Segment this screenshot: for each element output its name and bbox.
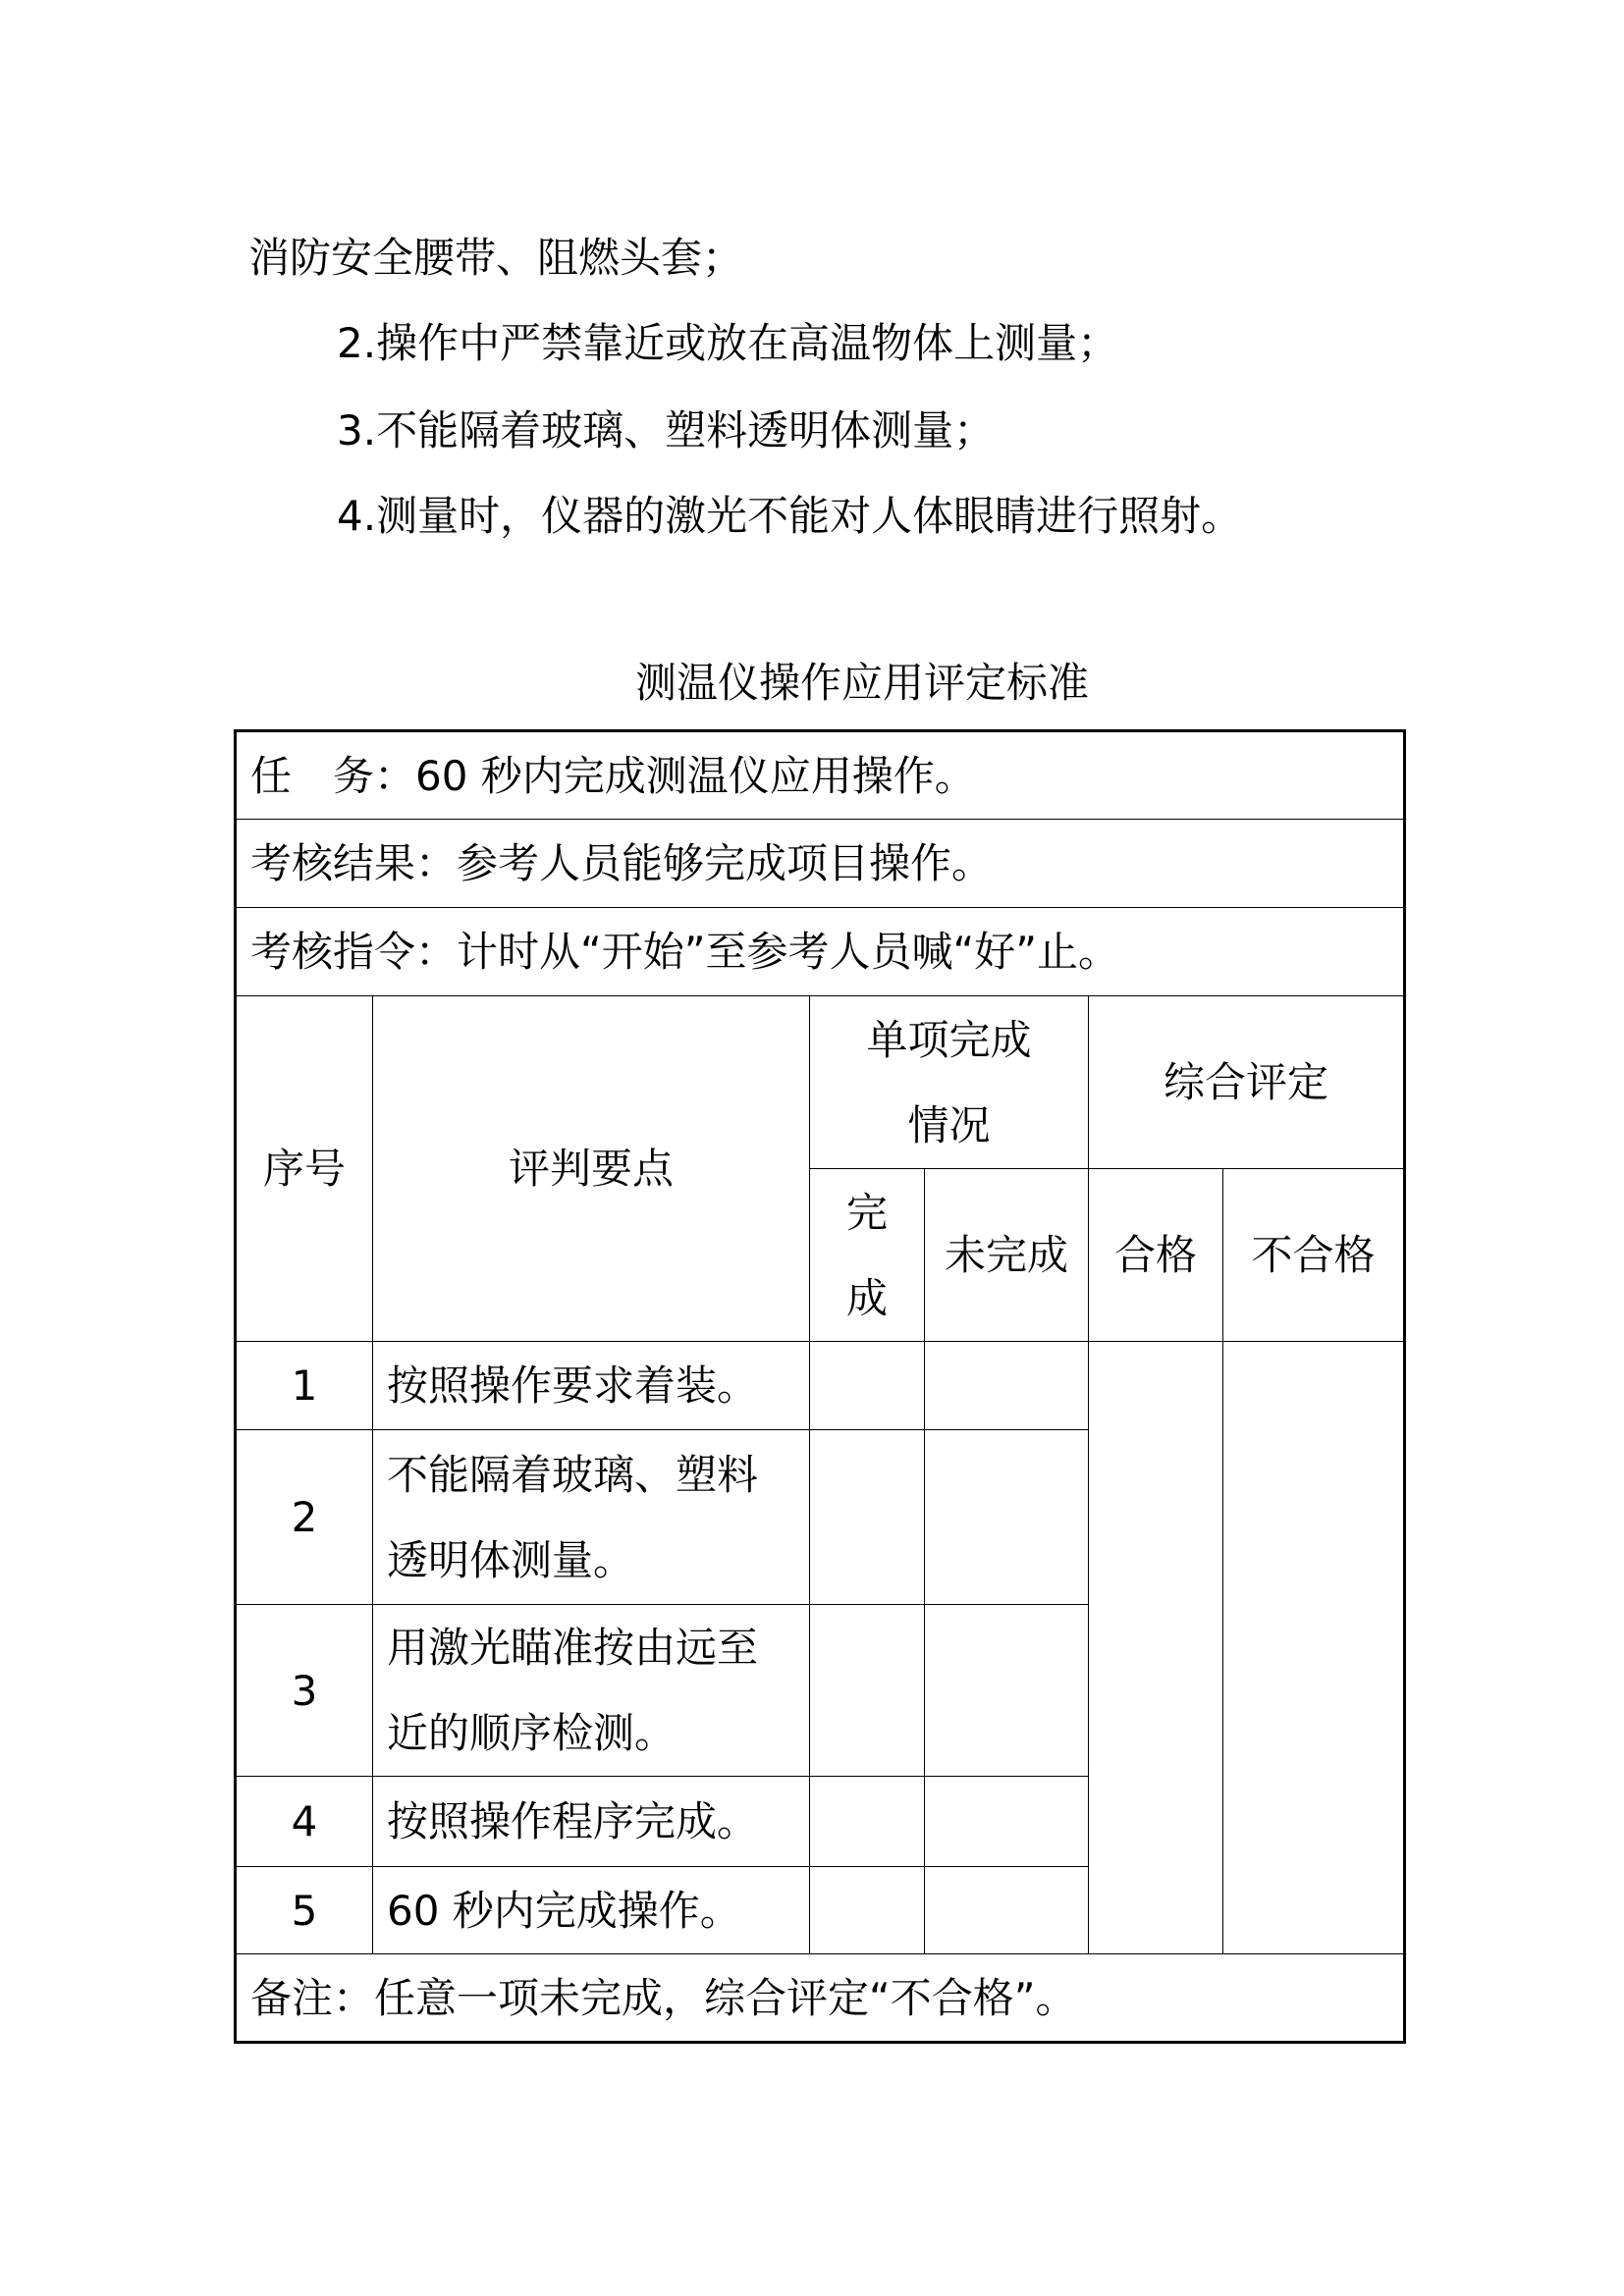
paragraph-1: 消防安全腰带、阻燃头套； [248,234,744,282]
row-point: 用激光瞄准按由远至近的顺序检测。 [373,1605,810,1777]
row-no: 3 [236,1605,373,1777]
row-point: 按照操作要求着装。 [373,1342,810,1430]
note-row: 备注：任意一项未完成，综合评定“不合格”。 [236,1954,1405,2043]
task-row: 任 务：60 秒内完成测温仪应用操作。 [236,731,1405,820]
row-point: 不能隔着玻璃、塑料透明体测量。 [373,1430,810,1605]
paragraph-3: 3.不能隔着玻璃、塑料透明体测量； [337,406,996,454]
done-cell[interactable] [810,1867,925,1954]
evaluation-table [234,729,1406,2044]
row-no: 4 [236,1777,373,1867]
row-point: 60 秒内完成操作。 [373,1867,810,1954]
header-fail: 不合格 [1223,1169,1405,1342]
instruction-row: 考核指令：计时从“开始”至参考人员喊“好”止。 [236,908,1405,996]
header-no: 序号 [236,996,373,1342]
paragraph-4: 4.测量时，仪器的激光不能对人体眼睛进行照射。 [337,492,1243,540]
undone-cell[interactable] [925,1342,1089,1430]
header-overall: 综合评定 [1089,996,1405,1169]
paragraph-2: 2.操作中严禁靠近或放在高温物体上测量； [337,319,1119,367]
done-cell[interactable] [810,1777,925,1867]
done-cell[interactable] [810,1342,925,1430]
undone-cell[interactable] [925,1605,1089,1777]
undone-cell[interactable] [925,1430,1089,1605]
header-pass: 合格 [1089,1169,1223,1342]
row-point: 按照操作程序完成。 [373,1777,810,1867]
undone-cell[interactable] [925,1867,1089,1954]
done-cell[interactable] [810,1605,925,1777]
result-row: 考核结果：参考人员能够完成项目操作。 [236,820,1405,908]
row-no: 2 [236,1430,373,1605]
undone-cell[interactable] [925,1777,1089,1867]
done-cell[interactable] [810,1430,925,1605]
pass-cell[interactable] [1089,1342,1223,1954]
header-undone: 未完成 [925,1169,1089,1342]
header-point: 评判要点 [373,996,810,1342]
row-no: 1 [236,1342,373,1430]
header-single: 单项完成情况 [810,996,1089,1169]
header-done: 完成 [810,1169,925,1342]
fail-cell[interactable] [1223,1342,1405,1954]
table-title: 测温仪操作应用评定标准 [634,659,1089,707]
row-no: 5 [236,1867,373,1954]
